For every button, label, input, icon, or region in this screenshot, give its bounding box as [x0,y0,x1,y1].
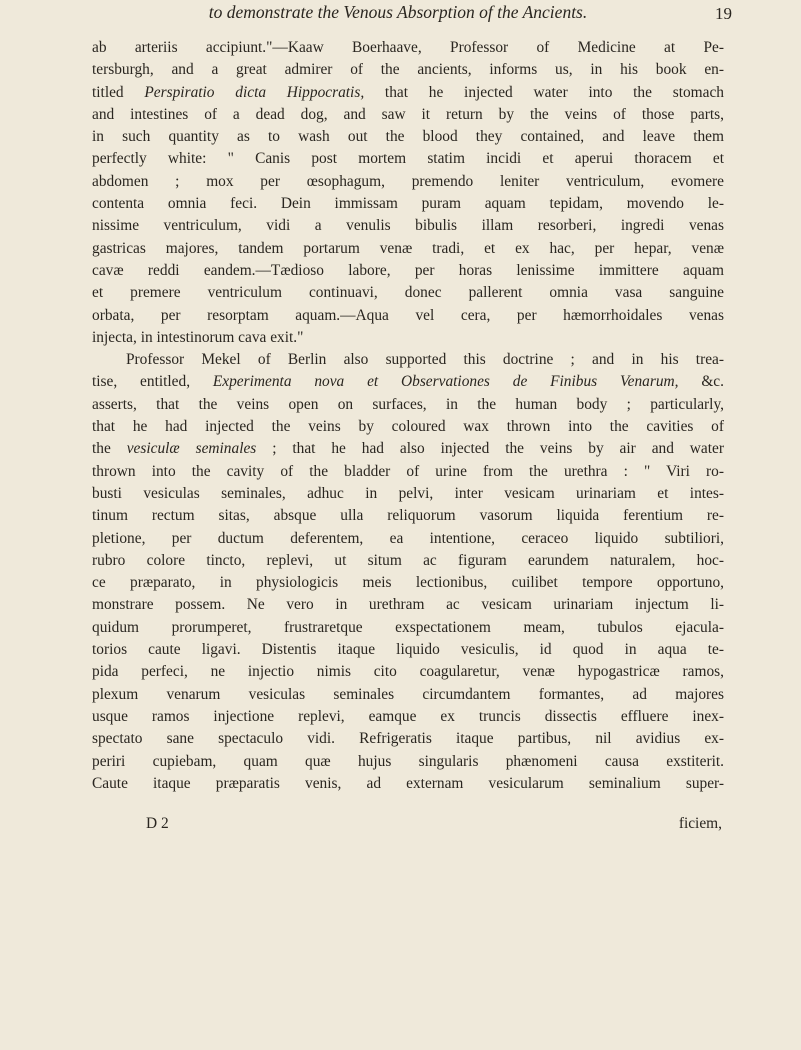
text-span: that he had injected the veins by coloured wax thrown into the cavities of [92,418,724,436]
text-span: orbata, per resorptam aquam.—Aqua vel cera, per hæmorrhoidales venas [92,306,724,324]
page-number: 19 [715,4,732,23]
text-span: cavæ reddi eandem.—Tædioso labore, per horas lenissime immittere aquam [92,261,724,279]
text-span: titled [92,83,145,101]
text-line [92,483,724,505]
text-span: injecta, in intestinorum cava exit." [92,328,304,346]
text-line [92,550,724,572]
body-text [92,37,724,795]
text-span: perfectly white: " Canis post mortem statim incidi et aperui thoracem et [92,150,724,168]
running-header [92,2,732,28]
text-span: asserts, that the veins open on surfaces, in the human body ; particularly, [92,395,724,413]
text-line [92,528,724,550]
text-span: rubro colore tincto, replevi, ut situm ac figuram earundem naturalem, hoc- [92,551,724,569]
text-line [92,327,724,349]
text-line [92,126,724,148]
text-line [92,59,724,81]
text-span: tinum rectum sitas, absque ulla reliquorum vasorum liquida ferentium re- [92,507,724,525]
text-span: quidum prorumperet, frustraretque exspectationem meam, tubulos ejacula- [92,618,724,636]
text-line [92,505,724,527]
running-title: to demonstrate the Venous Absorption of the Ancients. [208,2,588,22]
text-line [92,148,724,170]
text-span: &c. [678,373,724,391]
text-span: spectato sane spectaculo vidi. Refrigeratis itaque partibus, nil avidius ex- [92,730,724,748]
text-line [92,661,724,683]
text-span: pida perfeci, ne injectio nimis cito coagularetur, venæ hypogastricæ ramos, [92,663,724,681]
text-line [92,438,724,460]
italic-span: vesiculæ seminales [126,440,257,458]
text-line [92,37,724,59]
text-line [92,728,724,750]
text-span: ; that he had also injected the veins by air and water [256,440,724,458]
text-line [92,416,724,438]
text-span: busti vesiculas seminales, adhuc in pelvi, inter vesicam urinariam et intes- [92,484,724,502]
text-span: Professor Mekel of Berlin also supported this doctrine ; and in his trea- [126,351,724,369]
text-span: monstrare possem. Ne vero in urethram ac vesicam urinariam injectum li- [92,596,724,614]
text-line [92,171,724,193]
text-line [92,238,724,260]
text-span: ab arteriis accipiunt."—Kaaw Boerhaave, Professor of Medicine at Pe- [92,39,724,56]
text-span: et premere ventriculum continuavi, donec pallerent omnia vasa sanguine [92,284,724,302]
text-span: nissime ventriculum, vidi a venulis bibulis illam resorberi, ingredi venas [92,217,724,235]
text-span: plexum venarum vesiculas seminales circumdantem formantes, ad majores [92,685,724,703]
footer-line [92,815,724,837]
text-line [92,594,724,616]
text-span: gastricas majores, tandem portarum venæ tradi, et ex hac, per hepar, venæ [92,239,724,257]
text-span: in such quantity as to wash out the blood they contained, and leave them [92,128,724,146]
catchword: ficiem, [678,815,722,832]
italic-span: Experimenta nova et Observationes de Finibus Venarum, [212,373,679,391]
text-line [92,260,724,282]
text-span: contenta omnia feci. Dein immissam puram aquam tepidam, movendo le- [92,195,724,213]
text-span: usque ramos injectione replevi, eamque ex truncis dissectis effluere inex- [92,707,724,725]
text-line [92,104,724,126]
text-line [92,461,724,483]
text-span: abdomen ; mox per œsophagum, premendo leniter ventriculum, evomere [92,172,724,190]
text-line [92,617,724,639]
text-line [92,751,724,773]
text-line [92,684,724,706]
text-line [92,193,724,215]
text-span: thrown into the cavity of the bladder of urine from the urethra : " Viri ro- [92,462,724,480]
text-line [92,349,724,371]
text-line [92,394,724,416]
italic-span: Perspiratio dicta Hippocratis, [144,83,365,101]
text-span: periri cupiebam, quam quæ hujus singularis phænomeni causa exstiterit. [92,752,724,770]
text-line [92,215,724,237]
text-span: torios caute ligavi. Distentis itaque liquido vesiculis, id quod in aqua te- [92,641,724,659]
text-span: ce præparato, in physiologicis meis lectionibus, cuilibet tempore opportuno, [92,574,724,592]
text-line [92,706,724,728]
text-span: tise, entitled, [92,373,213,391]
text-line [92,305,724,327]
text-line [92,639,724,661]
text-span: Caute itaque præparatis venis, ad externam vesicularum seminalium super- [92,774,724,792]
text-line [92,371,724,393]
text-line [92,773,724,795]
text-span: tersburgh, and a great admirer of the ancients, informs us, in his book en- [92,61,724,79]
text-span: pletione, per ductum deferentem, ea intentione, ceraceo liquido subtiliori, [92,529,724,547]
text-line [92,572,724,594]
text-span: the [92,440,127,458]
text-line [92,82,724,104]
text-span: that he injected water into the stomach [364,83,724,101]
text-span: and intestines of a dead dog, and saw it return by the veins of those parts, [92,105,724,123]
signature-mark: D 2 [146,815,169,832]
text-line [92,282,724,304]
